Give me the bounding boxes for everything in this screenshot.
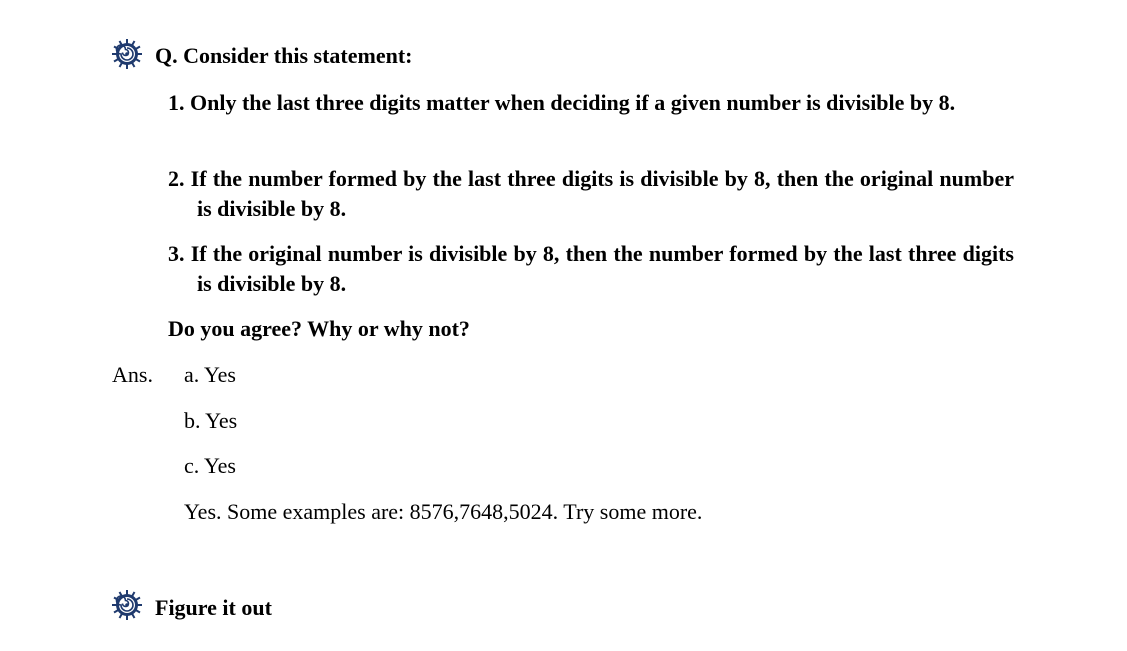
statement-3: 3. If the original number is divisible by 8, then the number formed by the last three digits is divisible by 8.: [168, 241, 1014, 296]
question-prompt: Do you agree? Why or why not?: [168, 316, 470, 341]
spiral-gear-icon: [111, 38, 143, 70]
answer-item-a: a. Yes: [184, 362, 236, 387]
question-heading: Q. Consider this statement:: [155, 43, 413, 68]
statement-1: 1. Only the last three digits matter when deciding if a given number is divisible by 8.: [168, 90, 956, 115]
spiral-gear-icon: [111, 589, 143, 621]
answer-item-b: b. Yes: [184, 408, 238, 433]
answer-item-d: Yes. Some examples are: 8576,7648,5024. Try some more.: [184, 499, 703, 524]
answer-label: Ans.: [112, 362, 153, 387]
figure-it-out-heading: Figure it out: [155, 595, 272, 620]
answer-item-c: c. Yes: [184, 453, 236, 478]
statement-2: 2. If the number formed by the last three digits is divisible by 8, then the original number is divisible by 8.: [168, 166, 1014, 221]
